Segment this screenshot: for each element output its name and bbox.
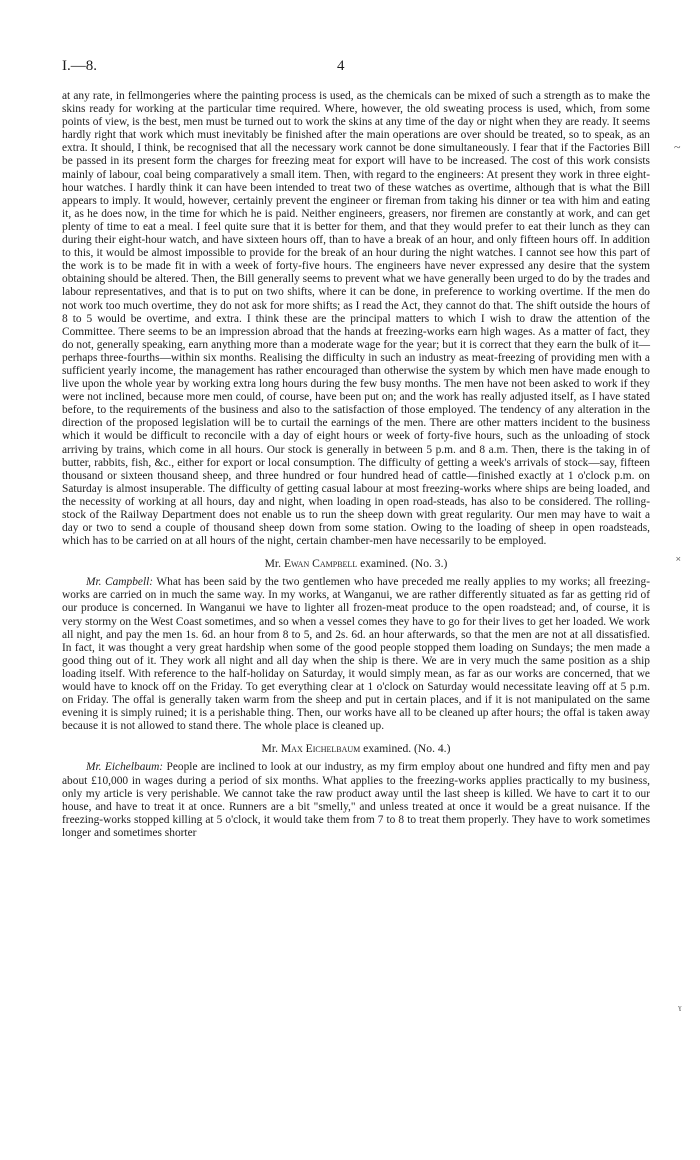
page-header (62, 58, 642, 78)
margin-mark: ˠ (678, 1002, 682, 1016)
margin-mark: ~ (674, 140, 681, 154)
testimony-text: What has been said by the two gentlemen who have preceded me really applies to my works; all freezing-works are carried on in much the same way. In my works, at Wanganui, we are rather differently situated as far as getting rid of our produce is concerned. In Wanganui we have to lighter all frozen-meat produce to the open roadstead; and, of course, it is very stormy on the West Coast sometimes, and so when a vessel comes they have to go for their lives to get her loaded. We work all night, and pay the men 1s. 6d. an hour from 8 to 5, and 2s. 6d. an hour afterwards, so that the men are not at all dissatisfied. In fact, it was thought a very great hardship when some of the good people stopped them loading on Sundays; the men made a good thing out of it. They work all night and all day when the ship is there. We are in very much the same position as a ship loading itself. With reference to the half-holiday on Saturday, it would simply mean, as far as our works are concerned, that we would have to knock off on the Friday. To get everything clear at 1 o'clock on Saturday would necessitate leaving off at 5 p.m. on Friday. The offal is generally taken warm from the sheep and put in certain places, and if it is not manipulated on the same evening it is simply ruined; it is a perishable thing. Then, our works have all to be cleaned up after hours; the offal is taken away because it is not allowed to stand there. The whole place is cleaned up. (62, 576, 650, 733)
paragraph-eichelbaum-testimony (62, 761, 650, 840)
paragraph-campbell-testimony (62, 576, 650, 733)
testimony-text: People are inclined to look at our industry, as my firm employ about one hundred and fifty men and pay about £10,000 in wages during a period of six months. What applies to the freezing-works applies practically to my business, only my article is very perishable. We cannot take the raw product away until the last sheep is killed. We have to cart it to our house, and have to treat it at once. Runners are a bit "smelly," and unless treated at once it would be a great nuisance. If the freezing-works stopped killing at 5 o'clock, it would take them from 7 to 8 to treat them properly. They have to work sometimes longer and sometimes shorter (62, 761, 650, 839)
paragraph-continued-testimony: at any rate, in fellmongeries where the painting process is used, as the chemicals can be mixed of such a strength as to make the skins ready for working at the particular time required. Where, however, the old sweating process is used, which, from some points of view, is the best, men must be turned out to work the skins at any time of the day or night when they are ready. It seems hardly right that work which must inevitably be finished after the main operations are over should be treated, so to speak, as an extra. It should, I think, be recognised that all the necessary work cannot be done simultaneously. I fear that if the Factories Bill be passed in its present form the charges for freezing meat for export will have to be increased. The cost of this work consists mainly of labour, coal being comparatively a small item. Then, with regard to the engineers: At present they work in three eight-hour watches. I hardly think it can have been intended to treat two of these watches as overtime, although that is what the Bill appears to imply. It would, however, certainly prevent the engineer or fireman from taking his dinner or tea with him and eating it, as he does now, in the time for which he is paid. Neither engineers, greasers, nor firemen are constantly at work, and can get plenty of time to eat a meal. I feel quite sure that it is better for them, and that they would prefer to eat their lunch as they can during their eight-hour watch, and have sixteen hours off, than to have a break of an hour, and only fifteen hours off. In addition to this, it would be almost impossible to provide for the break of an hour during the night watches. I cannot see how this part of the work is to be made fit in with a week of forty-five hours. The engineers have never expressed any desire that the system obtaining should be altered. Then, the Bill generally seems to prevent what we have generally been urged to do by the trades and labour representatives, and that is to put on two shifts, where it can be done, in preference to working overtime. If the men do not work too much overtime, they do not ask for more shifts; as I read the Act, they cannot do that. The shift outside the hours of 8 to 5 would be overtime, and extra. I think these are the principal matters to which I wish to draw the attention of the Committee. There seems to be an impression abroad that the hands at freezing-works earn high wages. As a matter of fact, they do not, generally speaking, earn anything more than a moderate wage for the year; but it is correct that they earn the bulk of it—perhaps three-fourths—within six months. Realising the difficulty in such an industry as meat-freezing of providing men with a sufficient yearly income, the management has rather encouraged than otherwise the system by which men have made enough to live upon the whole year by working extra long hours during the few busy months. The men have not been asked to work if they were not inclined, because more men could, of course, have been put on; and the work has really adjusted itself, as I have stated before, to the requirements of the business and also to the satisfaction of those employed. The tendency of any alteration in the direction of the proposed legislation will be to curtail the earnings of the men. There are other matters incident to the business which it would be difficult to reconcile with a day of eight hours or week of forty-five hours, such as the unloading of stock arriving by trains, which come in all hours. Our stock is generally in between 5 p.m. and 8 a.m. Then, there is the taking in of butter, rabbits, fish, &c., either for export or local consumption. The difficulty of getting a week's arrivals of stock—say, fifteen thousand or sixteen thousand sheep, and three hundred or four hundred head of cattle—finished exactly at 1 o'clock p.m. on Saturday is almost insuperable. The difficulty of getting casual labour at most freezing-works where ships are being loaded, and the necessity of working at all hours, day and night, when loading in open road-steads, has also to be considered. The rolling-stock of the Railway Department does not enable us to run the sheep down with great regularity. Our men may have to wait a day or two to send a couple of thousand sheep down from some station. Owing to the loading of sheep in open roadsteads, which has to be carried on at all hours of the night, certain chamber-men have necessarily to be employed. (62, 90, 650, 548)
page-reference: I.—8. (62, 58, 97, 74)
document-body (62, 90, 650, 840)
page-number: 4 (337, 58, 345, 74)
heading-prefix: Mr. (264, 557, 284, 571)
heading-suffix: examined. (No. 3.) (357, 557, 448, 571)
witness-name: Max Eichelbaum (280, 742, 361, 756)
speaker-label: Mr. Eichelbaum: (86, 761, 164, 774)
margin-mark: ˟ (676, 554, 681, 568)
witness-heading-no-3 (62, 557, 650, 570)
witness-name: Ewan Campbell (283, 557, 358, 571)
heading-suffix: examined. (No. 4.) (360, 742, 451, 756)
witness-heading-no-4 (62, 742, 650, 755)
heading-prefix: Mr. (261, 742, 281, 756)
speaker-label: Mr. Campbell: (86, 576, 154, 589)
